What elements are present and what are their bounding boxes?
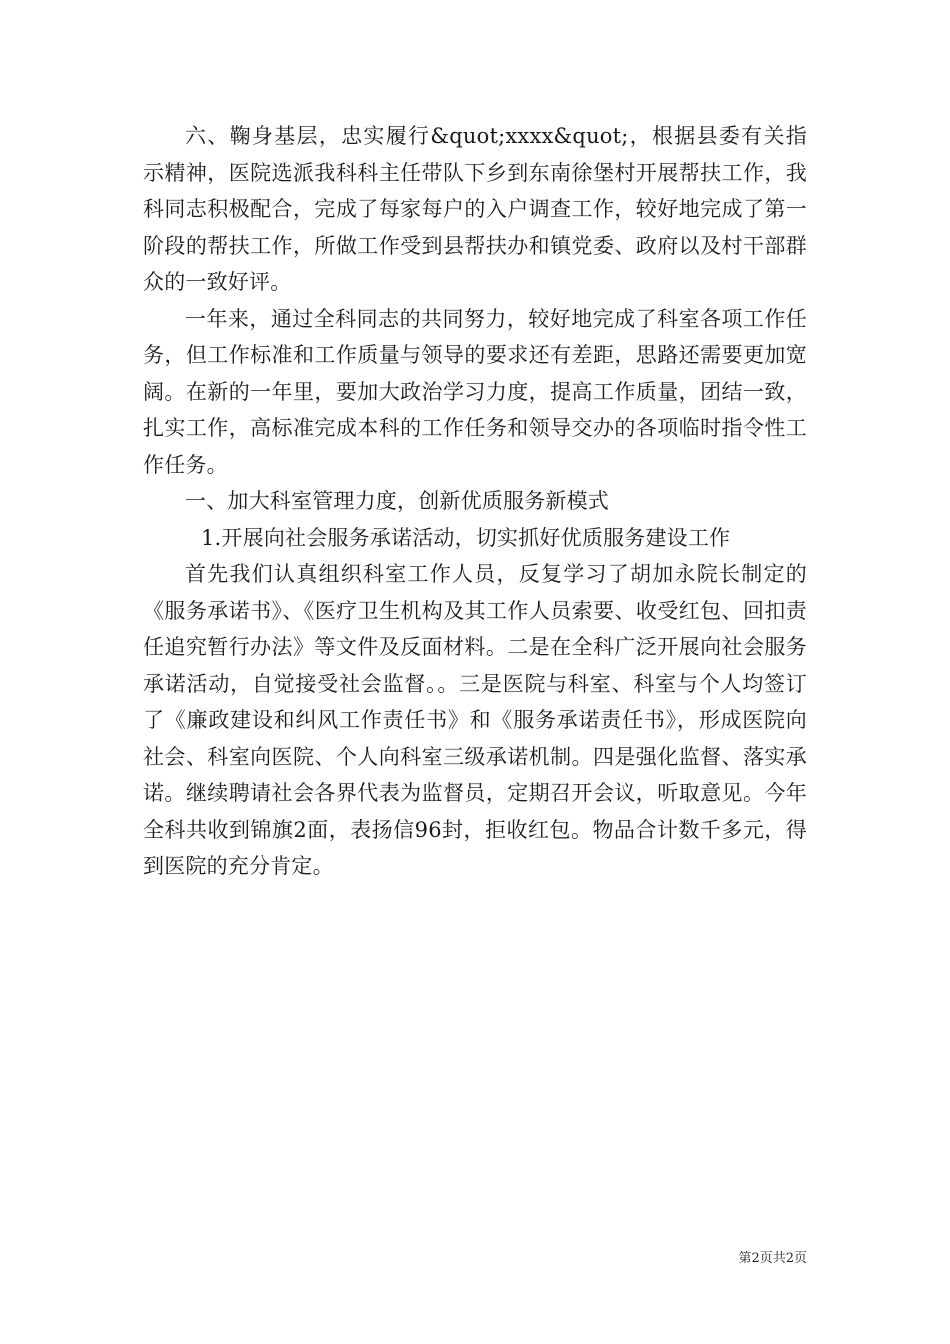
paragraph-grassroots-assistance: 六、鞠身基层，忠实履行&quot;xxxx&quot;，根据县委有关指示精神，医院选派我科科主任带队下乡到东南徐堡村开展帮扶工作，我科同志积极配合，完成了每家每户的入户调查工作，较好地完成了第一阶段的帮扶工作，所做工作受到县帮扶办和镇党委、政府以及村干部群众的一致好评。	[143, 124, 807, 294]
page-number-footer: 第2页共2页	[738, 1251, 807, 1266]
subsection-heading-service-commitment: 1.开展向社会服务承诺活动，切实抓好优质服务建设工作	[201, 525, 731, 550]
document-body	[143, 118, 807, 885]
paragraph-year-summary: 一年来，通过全科同志的共同努力，较好地完成了科室各项工作任务，但工作标准和工作质量与领导的要求还有差距，思路还需要更加宽阔。在新的一年里，要加大政治学习力度，提高工作质量，团结一致，扎实工作，高标准完成本科的工作任务和领导交办的各项临时指令性工作任务。	[143, 306, 807, 477]
section-heading-management: 一、加大科室管理力度，创新优质服务新模式	[185, 489, 609, 513]
paragraph-service-commitment-details: 首先我们认真组织科室工作人员，反复学习了胡加永院长制定的《服务承诺书》、《医疗卫生机构及其工作人员索要、收受红包、回扣责任追究暂行办法》等文件及反面材料。二是在全科广泛开展向社会服务承诺活动，自觉接受社会监督。。三是医院与科室、科室与个人均签订了《廉政建设和纠风工作责任书》和《服务承诺责任书》，形成医院向社会、科室向医院、个人向科室三级承诺机制。四是强化监督、落实承诺。继续聘请社会各界代表为监督员，定期召开会议，听取意见。今年全科共收到锦旗2面，表扬信96封，拒收红包。物品合计数千多元，得到医院的充分肯定。	[143, 562, 807, 878]
